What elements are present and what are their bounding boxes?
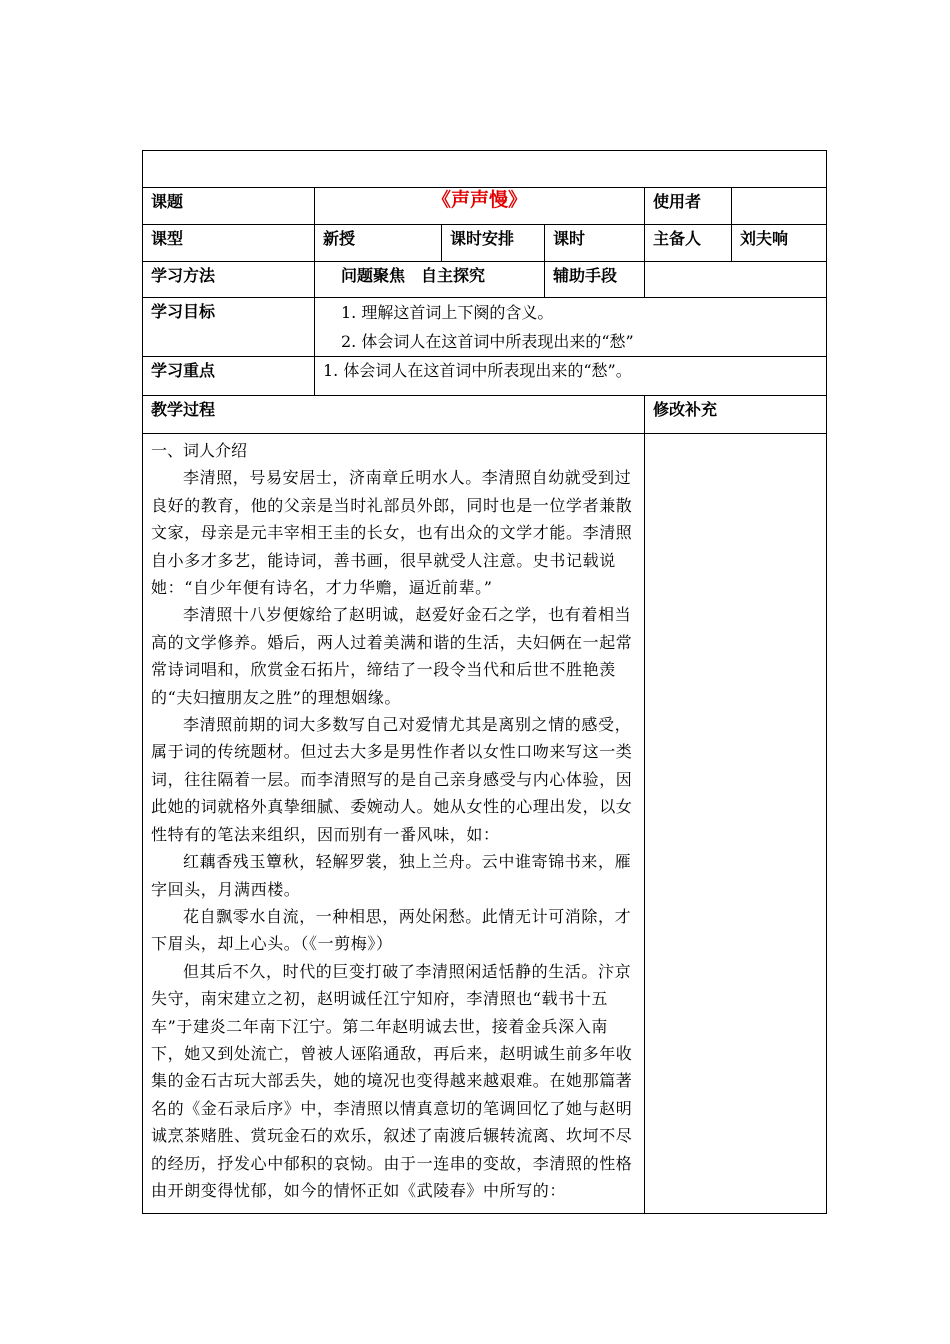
process-body-row	[143, 434, 827, 1214]
schedule-label: 课时安排	[442, 225, 545, 262]
user-label: 使用者	[645, 188, 732, 225]
method-row	[143, 262, 827, 298]
goal-item: 2. 体会词人在这首词中所表现出来的“愁”	[341, 332, 634, 351]
title-row	[143, 188, 827, 225]
lesson-plan-table	[142, 150, 827, 1214]
section-heading: 一、词人介绍	[151, 441, 248, 460]
blank-header-row	[143, 151, 827, 188]
process-content	[143, 434, 645, 1214]
goal-item: 1. 理解这首词上下阕的含义。	[341, 303, 554, 322]
type-label: 课型	[143, 225, 315, 262]
focus-text: 1. 体会词人在这首词中所表现出来的“愁”。	[315, 357, 827, 396]
type-row	[143, 225, 827, 262]
body-paragraph: 李清照十八岁便嫁给了赵明诚，赵爱好金石之学，也有着相当高的文学修养。婚后，两人过着美满和谐的生活，夫妇俩在一起常常诗词唱和，欣赏金石拓片，缔结了一段令当代和后世不胜艳羡的“夫妇擅朋友之胜”的理想姻缘。	[151, 605, 633, 707]
preparer-value: 刘夫响	[732, 225, 827, 262]
poem-paragraph: 花自飘零水自流，一种相思，两处闲愁。此情无计可消除，才下眉头，却上心头。（《一剪梅》）	[151, 906, 632, 954]
method-value: 问题聚焦 自主探究	[315, 262, 545, 298]
focus-row	[143, 357, 827, 396]
ketii-label: 课题	[143, 188, 315, 225]
hours-label: 课时	[545, 225, 645, 262]
body-paragraph: 李清照，号易安居士，济南章丘明水人。李清照自幼就受到过良好的教育，他的父亲是当时礼部员外郎，同时也是一位学者兼散文家，母亲是元丰宰相王圭的长女，也有出众的文学才能。李清照自小多才多艺，能诗词，善书画，很早就受人注意。史书记载说她：“自少年便有诗名，才力华赡，逼近前辈。”	[151, 468, 633, 598]
aid-value	[645, 262, 827, 298]
blank-header-cell	[143, 151, 827, 188]
type-value: 新授	[315, 225, 442, 262]
revise-label: 修改补充	[645, 396, 827, 434]
method-label: 学习方法	[143, 262, 315, 298]
goals-list	[315, 298, 827, 357]
body-paragraph: 李清照前期的词大多数写自己对爱情尤其是离别之情的感受，属于词的传统题材。但过去大多是男性作者以女性口吻来写这一类词，往往隔着一层。而李清照写的是自己亲身感受与内心体验，因此她的词就格外真挚细腻、委婉动人。她从女性的心理出发，以女性特有的笔法来组织，因而别有一番风味，如：	[151, 715, 633, 844]
user-value	[732, 188, 827, 225]
preparer-label: 主备人	[645, 225, 732, 262]
process-label: 教学过程	[143, 396, 645, 434]
goals-label: 学习目标	[143, 298, 315, 357]
aid-label: 辅助手段	[545, 262, 645, 298]
process-header-row	[143, 396, 827, 434]
focus-label: 学习重点	[143, 357, 315, 396]
goals-row	[143, 298, 827, 357]
body-paragraph: 但其后不久，时代的巨变打破了李清照闲适恬静的生活。汴京失守，南宋建立之初，赵明诚任江宁知府，李清照也“载书十五车”于建炎二年南下江宁。第二年赵明诚去世，接着金兵深入南下，她又到处流亡，曾被人诬陷通敌，再后来，赵明诚生前多年收集的金石古玩大部丢失，她的境况也变得越来越艰难。在她那篇著名的《金石录后序》中，李清照以情真意切的笔调回忆了她与赵明诚烹茶赌胜、赏玩金石的欢乐，叙述了南渡后辗转流离、坎坷不尽的经历，抒发心中郁积的哀恸。由于一连串的变故，李清照的性格由开朗变得忧郁，如今的情怀正如《武陵春》中所写的：	[151, 961, 633, 1200]
revise-cell	[645, 434, 827, 1214]
poem-paragraph: 红藕香残玉簟秋，轻解罗裳，独上兰舟。云中谁寄锦书来，雁字回头，月满西楼。	[151, 852, 632, 899]
lesson-title: 《声声慢》	[315, 188, 645, 225]
